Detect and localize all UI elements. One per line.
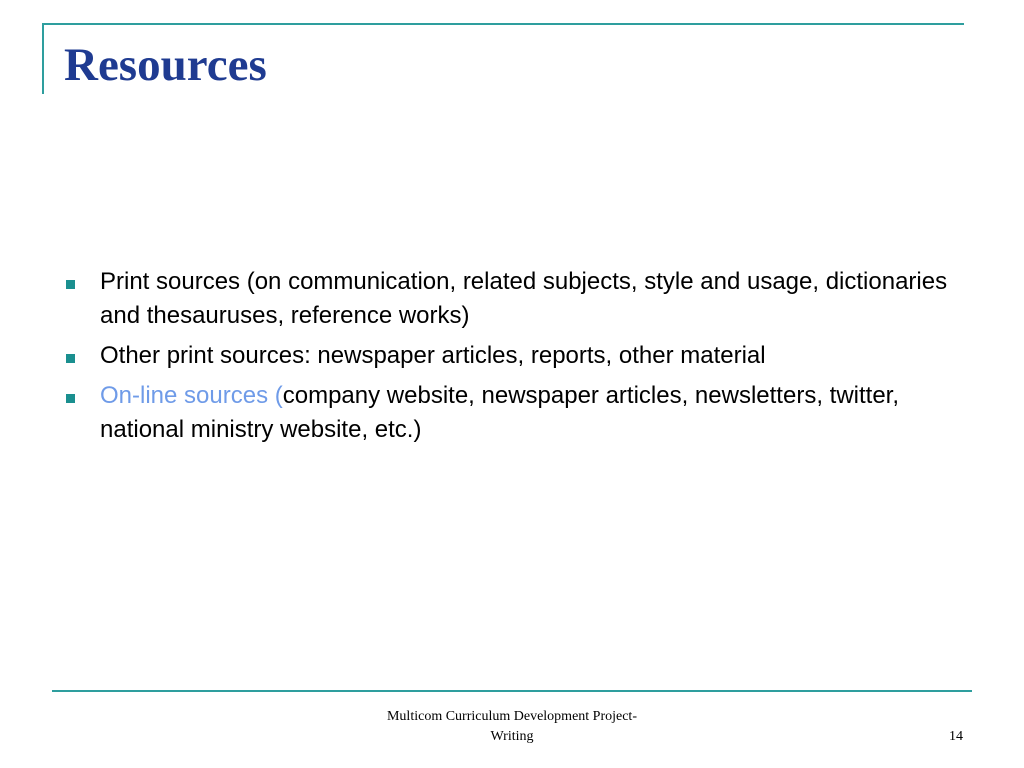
page-number: 14 <box>949 729 963 744</box>
bullet-text: Print sources (on communication, related subjects, style and usage, dictionaries and thesauruses, reference works) <box>100 268 948 329</box>
bullet-text: company website, newspaper articles, newsletters, twitter, national ministry website, etc.) <box>100 382 899 443</box>
footer-line-2: Writing <box>490 729 534 744</box>
bullet-text: Other print sources: newspaper articles, reports, other material <box>100 342 766 369</box>
square-bullet-icon <box>66 280 75 289</box>
slide-title: Resources <box>64 39 267 91</box>
bullet-item <box>64 265 964 333</box>
bullet-highlight-link[interactable]: On-line sources ( <box>100 382 283 409</box>
title-frame-top-line <box>42 23 964 25</box>
title-frame-left-line <box>42 23 44 94</box>
footer-caption <box>312 707 712 747</box>
footer-divider <box>52 690 972 692</box>
bullet-item <box>64 379 964 447</box>
square-bullet-icon <box>66 394 75 403</box>
bullet-list <box>64 265 964 453</box>
square-bullet-icon <box>66 354 75 363</box>
bullet-item <box>64 339 964 373</box>
footer-line-1: Multicom Curriculum Development Project- <box>386 709 637 724</box>
